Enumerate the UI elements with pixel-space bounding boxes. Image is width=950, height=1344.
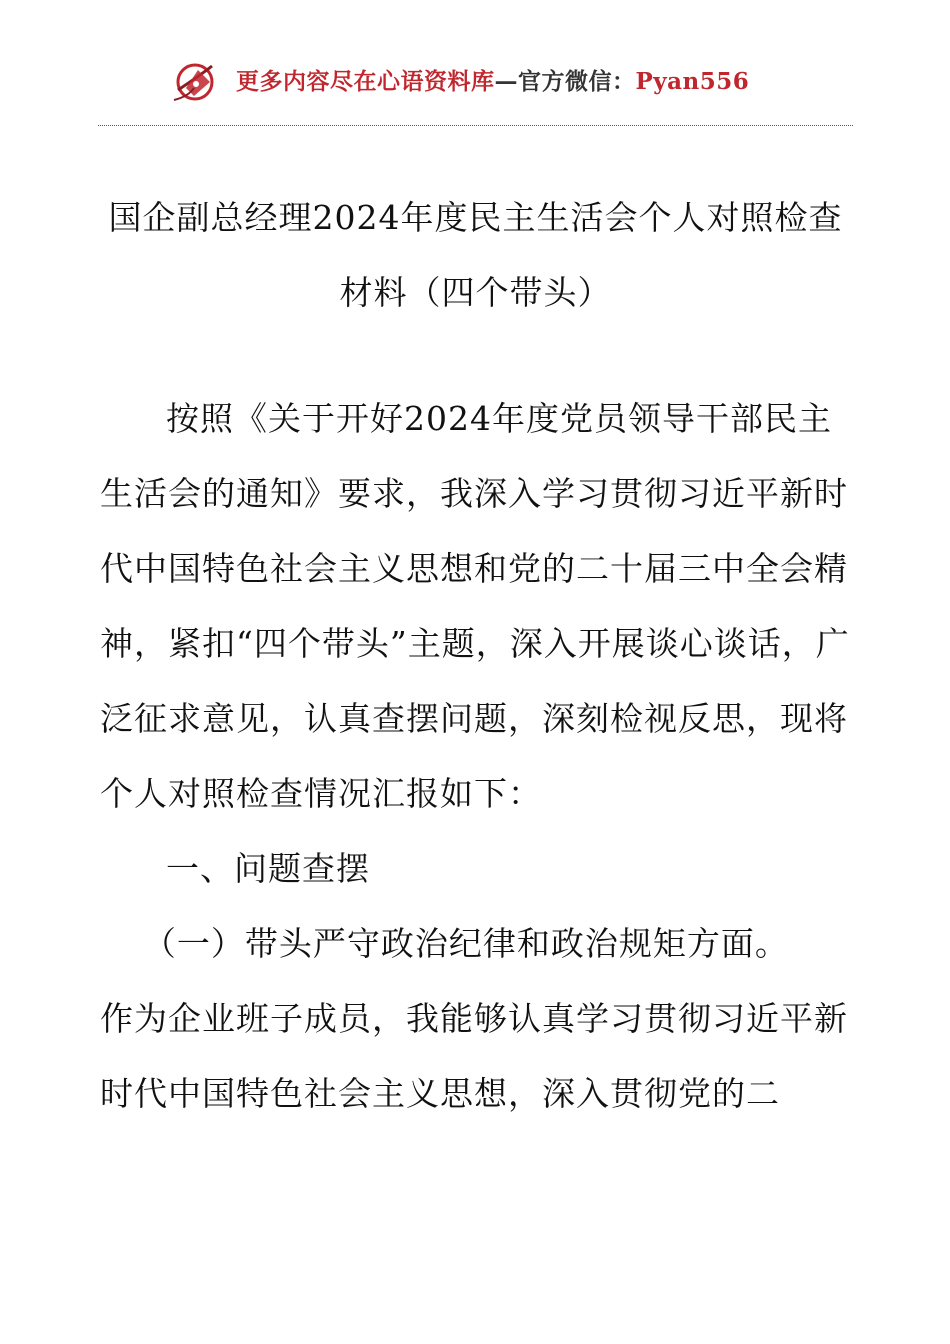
subsection-heading: （一）带头严守政治纪律和政治规矩方面。 — [142, 924, 789, 963]
subsection-paragraph: 作为企业班子成员，我能够认真学习贯彻习近平新时代中国特色社会主义思想，深入贯彻党的二 — [100, 999, 848, 1113]
document-body — [100, 381, 852, 1131]
site-name: 更多内容尽在心语资料库 — [236, 68, 495, 95]
header-banner-text — [236, 66, 749, 98]
pen-nib-logo-icon — [172, 60, 218, 104]
header-separator: — — [494, 68, 518, 95]
intro-paragraph: 按照《关于开好2024年度党员领导干部民主生活会的通知》要求，我深入学习贯彻习近平新时代中国特色社会主义思想和党的二十届三中全会精神，紧扣“四个带头”主题，深入开展谈心谈话，广泛征求意见，认真查摆问题，深刻检视反思，现将个人对照检查情况汇报如下： — [100, 399, 850, 813]
wechat-id: Pyan556 — [635, 68, 750, 95]
title-line-1: 国企副总经理2024年度民主生活会个人对照检查 — [108, 198, 843, 237]
page-header — [0, 52, 950, 112]
header-divider — [98, 125, 853, 126]
document-title — [98, 180, 853, 330]
wechat-label: 官方微信： — [518, 68, 636, 95]
section-heading: 一、问题查摆 — [166, 849, 370, 888]
title-line-2: 材料（四个带头） — [339, 273, 612, 312]
